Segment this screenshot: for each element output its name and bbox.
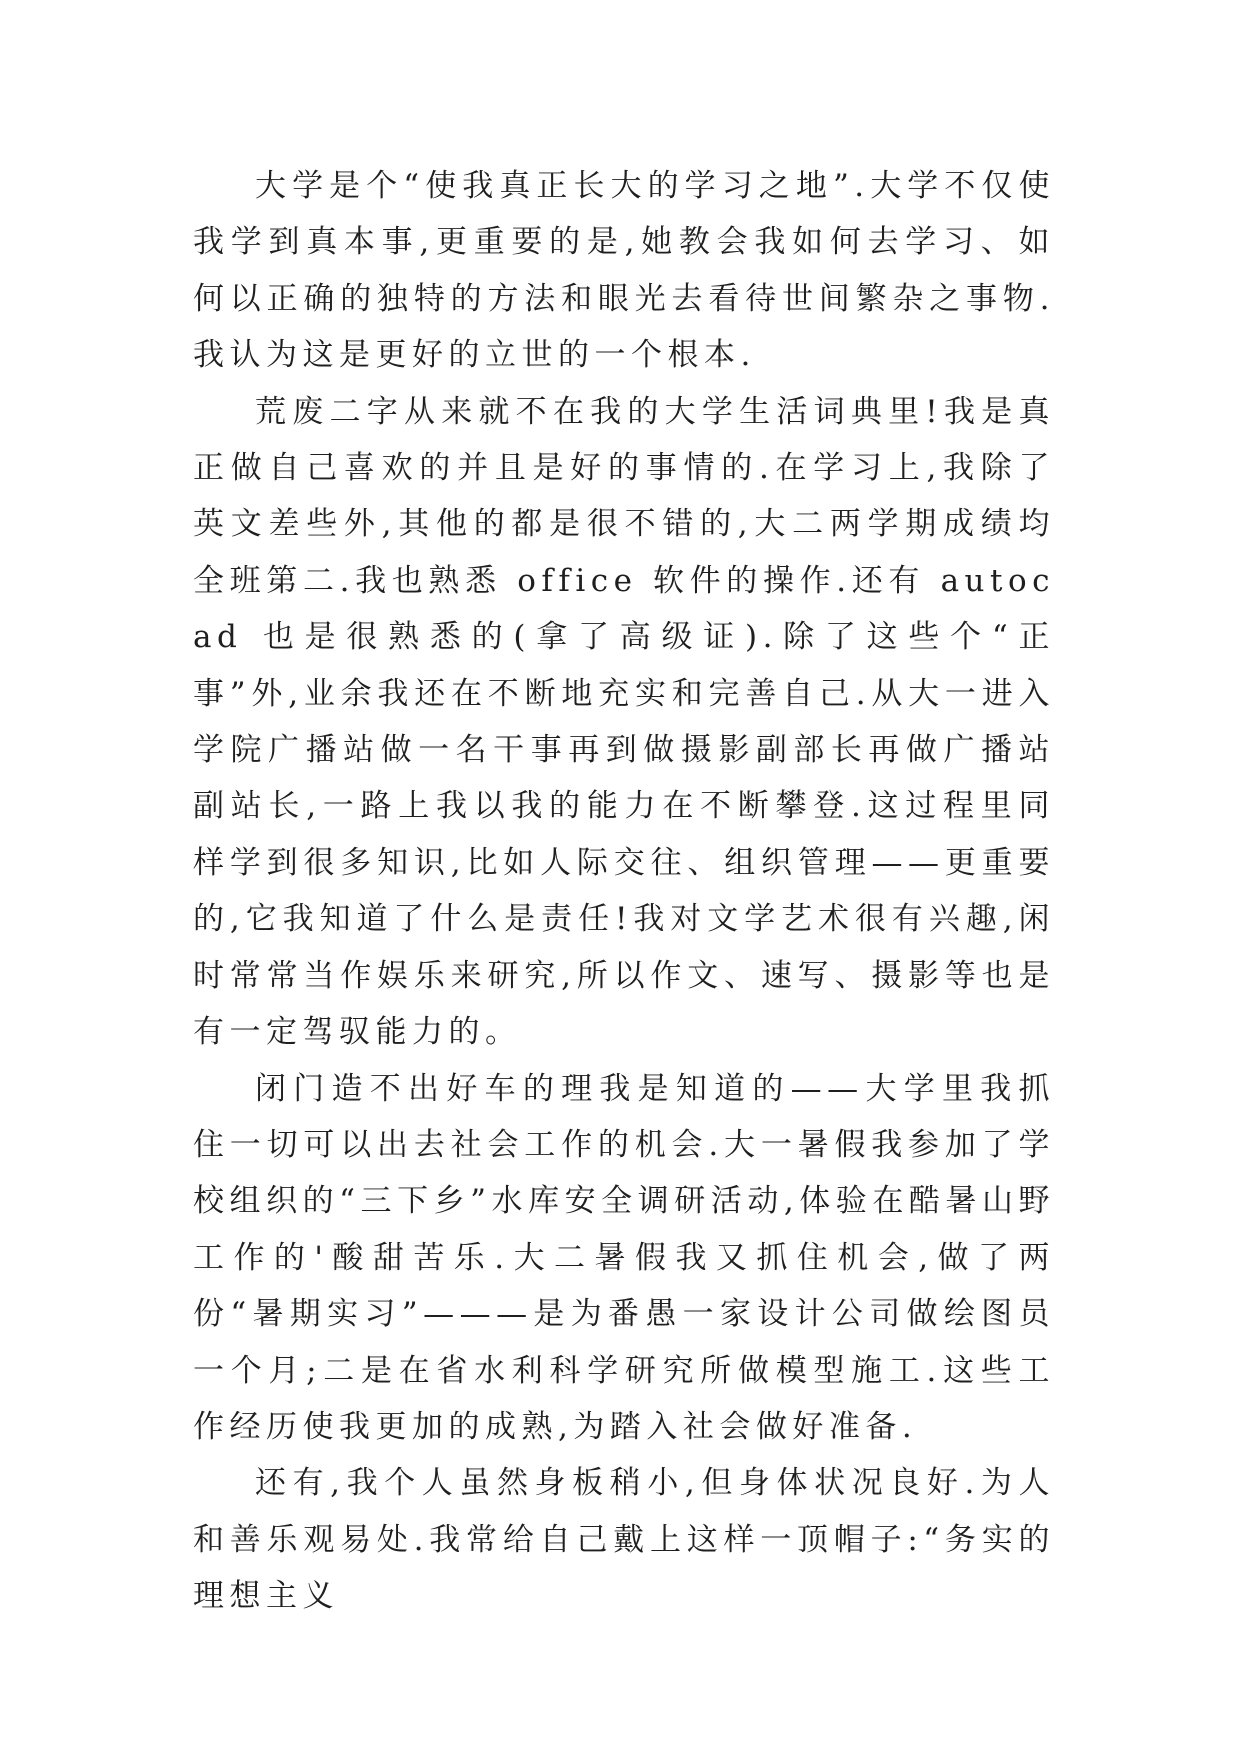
paragraph-4: 还有,我个人虽然身板稍小,但身体状况良好.为人和善乐观易处.我常给自己戴上这样一顶帽子:“务实的理想主义 xyxy=(193,1465,1055,1615)
paragraph-1: 大学是个“使我真正长大的学习之地”.大学不仅使我学到真本事,更重要的是,她教会我如何去学习、如何以正确的独特的方法和眼光去看待世间繁杂之事物.我认为这是更好的立世的一个根本. xyxy=(193,168,1055,374)
document-body xyxy=(193,158,1055,1625)
paragraph-3: 闭门造不出好车的理我是知道的——大学里我抓住一切可以出去社会工作的机会.大一暑假我参加了学校组织的“三下乡”水库安全调研活动,体验在酷暑山野工作的'酸甜苦乐.大二暑假我又抓住机会,做了两份“暑期实习”———是为番愚一家设计公司做绘图员一个月;二是在省水利科学研究所做模型施工.这些工作经历使我更加的成熟,为踏入社会做好准备. xyxy=(193,1070,1055,1445)
paragraph-2: 荒废二字从来就不在我的大学生活词典里!我是真正做自己喜欢的并且是好的事情的.在学习上,我除了英文差些外,其他的都是很不错的,大二两学期成绩均全班第二.我也熟悉 office 软件的操作.还有 autocad 也是很熟悉的(拿了高级证).除了这些个“正事”外,业余我还在不断地充实和完善自己.从大一进入学院广播站做一名干事再到做摄影副部长再做广播站副站长,一路上我以我的能力在不断攀登.这过程里同样学到很多知识,比如人际交往、组织管理——更重要的,它我知道了什么是责任!我对文学艺术很有兴趣,闲时常常当作娱乐来研究,所以作文、速写、摄影等也是有一定驾驭能力的。 xyxy=(193,393,1055,1051)
